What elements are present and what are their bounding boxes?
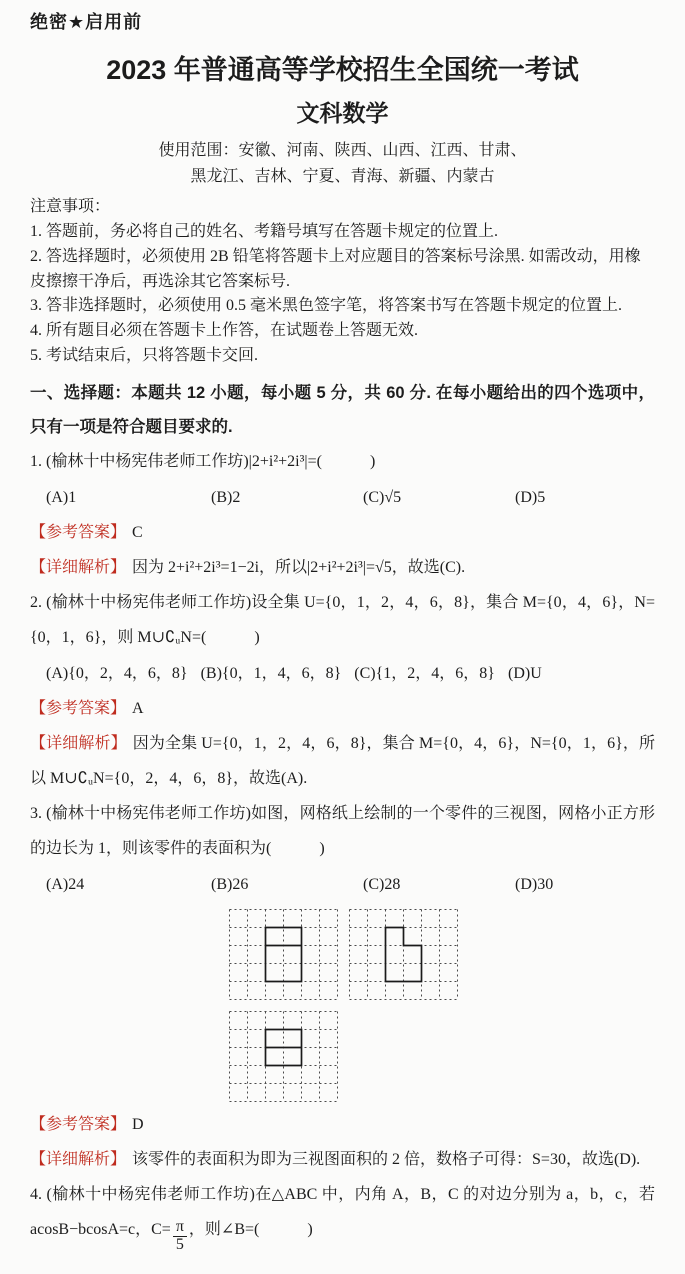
note-item-3: 3. 答非选择题时，必须使用 0.5 毫米黑色签字笔，将答案书写在答题卡规定的位置上. [30, 297, 623, 315]
top-view-grid [228, 1010, 339, 1103]
question-3-options [30, 867, 655, 902]
question-1-analysis-line [30, 550, 655, 585]
question-2-answer-line [30, 691, 655, 726]
question-1-option-d: (D)5 [515, 488, 546, 506]
question-2-answer: A [132, 699, 144, 717]
question-2-options [30, 656, 655, 691]
side-view-grid [348, 908, 459, 1001]
question-3-answer: D [132, 1115, 144, 1133]
notes-heading: 注意事项： [30, 198, 111, 216]
analysis-label: 【详细解析】 [30, 734, 127, 752]
note-item-5: 5. 考试结束后，只将答题卡交回. [30, 346, 259, 364]
answer-label: 【参考答案】 [30, 1115, 127, 1133]
question-1 [30, 444, 655, 585]
answer-label: 【参考答案】 [30, 699, 127, 717]
question-1-stem: 1. (榆林十中杨宪伟老师工作坊)|2+i²+2i³|=( ) [30, 453, 376, 471]
question-2 [30, 585, 655, 796]
fraction-numerator: π [173, 1219, 187, 1237]
question-1-option-b: (B)2 [211, 488, 241, 506]
question-3-analysis: 该零件的表面积为即为三视图面积的 2 倍，数格子可得：S=30，故选(D). [132, 1151, 641, 1169]
analysis-label: 【详细解析】 [30, 1151, 127, 1169]
question-3-option-c: (C)28 [363, 875, 401, 893]
question-3-stem: 3. (榆林十中杨宪伟老师工作坊)如图，网格纸上绘制的一个零件的三视图，网格小正方形的边长为 1，则该零件的表面积为( ) [30, 805, 655, 858]
side-view-grid-box [348, 908, 459, 1001]
question-4 [30, 1177, 655, 1253]
question-3-option-d: (D)30 [515, 875, 554, 893]
pi-over-5-fraction [173, 1219, 187, 1254]
exam-title: 2023 年普通高等学校招生全国统一考试 [106, 55, 579, 85]
answer-label: 【参考答案】 [30, 523, 127, 541]
question-2-analysis: 因为全集 U={0，1，2，4，6，8}，集合 M={0，4，6}，N={0，1，6}，所以 M∪∁ᵤN={0，2，4，6，8}，故选(A). [30, 734, 655, 788]
front-view-grid-box [228, 908, 339, 1001]
front-view-grid [228, 908, 339, 1001]
question-3-option-a: (A)24 [46, 875, 85, 893]
question-2-analysis-line [30, 726, 655, 796]
question-2-option-d: (D)U [507, 664, 542, 682]
analysis-label: 【详细解析】 [30, 558, 127, 576]
question-3-answer-line [30, 1107, 655, 1142]
note-item-4: 4. 所有题目必须在答题卡上作答，在试题卷上答题无效. [30, 322, 419, 340]
question-4-stem [30, 1177, 655, 1253]
scope-line-1: 使用范围：安徽、河南、陕西、山西、江西、甘肃、 [158, 142, 527, 159]
question-1-answer: C [132, 523, 143, 541]
question-1-option-c: (C)√5 [363, 488, 402, 506]
question-4-stem-post: ，则∠B=( ) [188, 1221, 313, 1239]
fraction-denominator: 5 [175, 1235, 184, 1253]
note-item-1: 1. 答题前，务必将自己的姓名、考籍号填写在答题卡规定的位置上. [30, 222, 499, 240]
exam-subject: 文科数学 [296, 100, 389, 126]
notes-section [30, 195, 655, 369]
question-3-option-b: (B)26 [211, 875, 249, 893]
scope-line-2: 黑龙江、吉林、宁夏、青海、新疆、内蒙古 [190, 167, 495, 185]
question-2-option-a: (A){0，2，4，6，8} [46, 664, 188, 682]
question-1-options [30, 480, 655, 515]
question-1-option-a: (A)1 [46, 488, 77, 506]
question-3 [30, 796, 655, 1177]
top-view-grid-box [228, 1010, 339, 1103]
note-item-2: 2. 答选择题时，必须使用 2B 铅笔将答题卡上对应题目的答案标号涂黑. 如需改动，用橡皮擦擦干净后，再选涂其它答案标号. [30, 247, 641, 290]
question-1-analysis: 因为 2+i²+2i³=1−2i，所以|2+i²+2i³|=√5，故选(C). [132, 558, 466, 576]
question-1-answer-line [30, 515, 655, 550]
question-2-stem: 2. (榆林十中杨宪伟老师工作坊)设全集 U={0，1，2，4，6，8}，集合 M={0，4，6}，N={0，1，6}，则 M∪∁ᵤN=( ) [30, 594, 655, 647]
classification-label: 绝密★启用前 [30, 12, 143, 32]
question-2-option-b: (B){0，1，4，6，8} [200, 664, 342, 682]
question-4-stem-pre: 4. (榆林十中杨宪伟老师工作坊)在△ABC 中，内角 A，B，C 的对边分别为 a，b，c，若 acosB−bcosA=c，C= [30, 1186, 655, 1239]
question-2-option-c: (C){1，2，4，6，8} [354, 664, 495, 682]
question-3-analysis-line [30, 1142, 655, 1177]
section-heading-choice: 一、选择题：本题共 12 小题，每小题 5 分，共 60 分. 在每小题给出的四个选项中，只有一项是符合题目要求的. [30, 383, 655, 436]
three-view-figure [228, 908, 464, 1103]
